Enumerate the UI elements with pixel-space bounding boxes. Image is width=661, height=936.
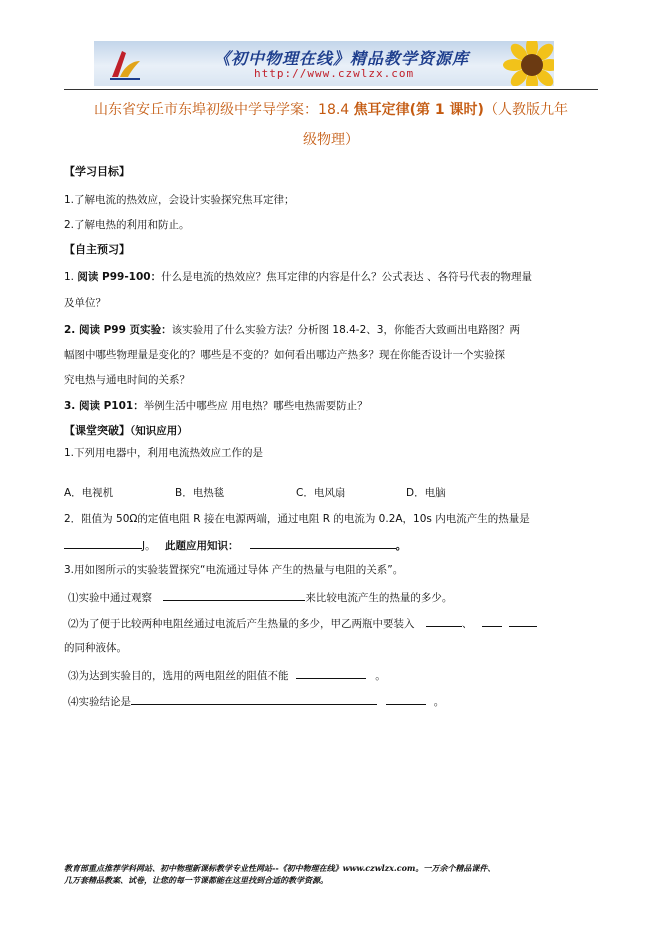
- goal-2: 2.了解电热的利用和防止。: [64, 219, 190, 231]
- q3-1-blank[interactable]: [163, 589, 305, 601]
- preview-1-label: 阅读 P99-100：: [77, 271, 162, 283]
- class-heading-row: [64, 424, 188, 438]
- q3-1-text-a: ⑴实验中通过观察: [68, 592, 152, 604]
- logo-icon: [108, 47, 142, 81]
- q1-option-c: C．电风扇: [296, 487, 346, 499]
- sunflower-icon: [502, 41, 554, 86]
- header-banner: [94, 41, 554, 86]
- preview-heading: 【自主预习】: [64, 243, 130, 256]
- preview-item-2: 2. 阅读 P99 页实验：该实验用了什么实验方法？分析图 18.4-2、3，你能否大致画出电路图？两: [64, 324, 520, 336]
- preview-1-text: 什么是电流的热效应？焦耳定律的内容是什么？公式表达 、各符号代表的物理量: [161, 271, 532, 283]
- q2-heat-blank[interactable]: [64, 537, 142, 549]
- q3-sub-1: [64, 589, 452, 605]
- banner-title: 《初中物理在线》精品教学资源库: [214, 49, 470, 68]
- banner-url: http://www.czwlzx.com: [254, 67, 415, 80]
- q2-unit: J。: [142, 540, 156, 552]
- preview-2-label: 阅读 P99 页实验：: [78, 324, 172, 336]
- question-3: 3.用如图所示的实验装置探究“电流通过导体 产生的热量与电阻的关系”。: [64, 564, 404, 576]
- goal-1: 1.了解电流的热效应，会设计实验探究焦耳定律；: [64, 194, 295, 206]
- q3-4-blank-2[interactable]: [386, 693, 426, 705]
- preview-3-text: 举例生活中哪些应 用电热？哪些电热需要防止？: [143, 400, 368, 412]
- q2-knowledge-label: 此题应用知识：: [164, 540, 239, 552]
- title-part-a: 山东省安丘市东埠初级中学导学案：18.4: [94, 102, 354, 118]
- question-2: 2．阻值为 50Ω的定值电阻 R 接在电源两端，通过电阻 R 的电流为 0.2A，10s 内电流产生的热量是: [64, 513, 530, 525]
- q3-2-blank-2[interactable]: [482, 615, 502, 627]
- footer-line-1: 教育部重点推荐学科网站、初中物理新课标教学专业性网站--《初中物理在线》www.czwlzx.com。一万余个精品课件、: [64, 863, 496, 873]
- footer-line-2: 几万套精品教案、试卷，让您的每一节课都能在这里找到合适的教学资源。: [64, 875, 328, 885]
- q2-knowledge-blank[interactable]: [250, 537, 396, 549]
- q3-sub-2: ⑵为了便于比较两种电阻丝通过电流后产生热量的多少，甲乙两瓶中要装入 、: [64, 615, 537, 631]
- q3-sub-4: [64, 693, 444, 709]
- q1-option-d: D．电脑: [406, 487, 446, 499]
- preview-2-text: 该实验用了什么实验方法？分析图 18.4-2、3，你能否大致画出电路图？两: [171, 324, 520, 336]
- class-heading-sub: （知识应用）: [130, 425, 188, 437]
- q3-2-text-a: ⑵为了便于比较两种电阻丝通过电流后产生热量的多少，甲乙两瓶中要装入: [68, 618, 415, 630]
- preview-2-cont-1: 幅图中哪些物理量是变化的？哪些是不变的？如何看出哪边产热多？现在你能否设计一个实验探: [64, 349, 505, 361]
- title-part-d: 级物理）: [303, 132, 359, 148]
- q3-2-blank-1[interactable]: [426, 615, 462, 627]
- preview-item-1: 1. 阅读 P99-100：什么是电流的热效应？焦耳定律的内容是什么？公式表达 、各符号代表的物理量: [64, 271, 532, 283]
- goals-heading: 【学习目标】: [64, 165, 130, 178]
- question-2-answer-row: J。 此题应用知识： 。: [64, 537, 406, 553]
- title-part-b: 焦耳定律(第 1 课时): [353, 102, 484, 118]
- page-title: [64, 95, 598, 155]
- title-part-c: （人教版九年: [483, 102, 568, 118]
- page-footer: [64, 862, 604, 886]
- q3-2-blank-3[interactable]: [509, 615, 537, 627]
- q1-option-b: B．电热毯: [175, 487, 225, 499]
- q3-2-cont: 的同种液体。: [64, 642, 127, 654]
- q1-option-a: A．电视机: [64, 487, 114, 499]
- preview-3-label: 阅读 P101：: [78, 400, 144, 412]
- preview-2-cont-2: 究电热与通电时间的关系？: [64, 374, 190, 386]
- class-heading: 【课堂突破】: [64, 424, 130, 437]
- question-1: 1.下列用电器中，利用电流热效应工作的是: [64, 447, 264, 459]
- q3-1-text-b: 来比较电流产生的热量的多少。: [305, 592, 453, 604]
- q3-4-text-a: ⑷实验结论是: [68, 696, 131, 708]
- preview-1-cont: 及单位？: [64, 297, 106, 309]
- header-divider: [64, 89, 598, 90]
- q3-sub-3: [64, 667, 386, 683]
- q3-4-blank-1[interactable]: [131, 693, 377, 705]
- q3-4-text-b: 。: [433, 696, 445, 708]
- q3-3-text-a: ⑶为达到实验目的，选用的两电阻丝的阻值不能: [68, 670, 289, 682]
- q3-3-text-b: 。: [375, 670, 386, 682]
- preview-item-3: 3. 阅读 P101：举例生活中哪些应 用电热？哪些电热需要防止？: [64, 400, 368, 412]
- q3-3-blank[interactable]: [296, 667, 366, 679]
